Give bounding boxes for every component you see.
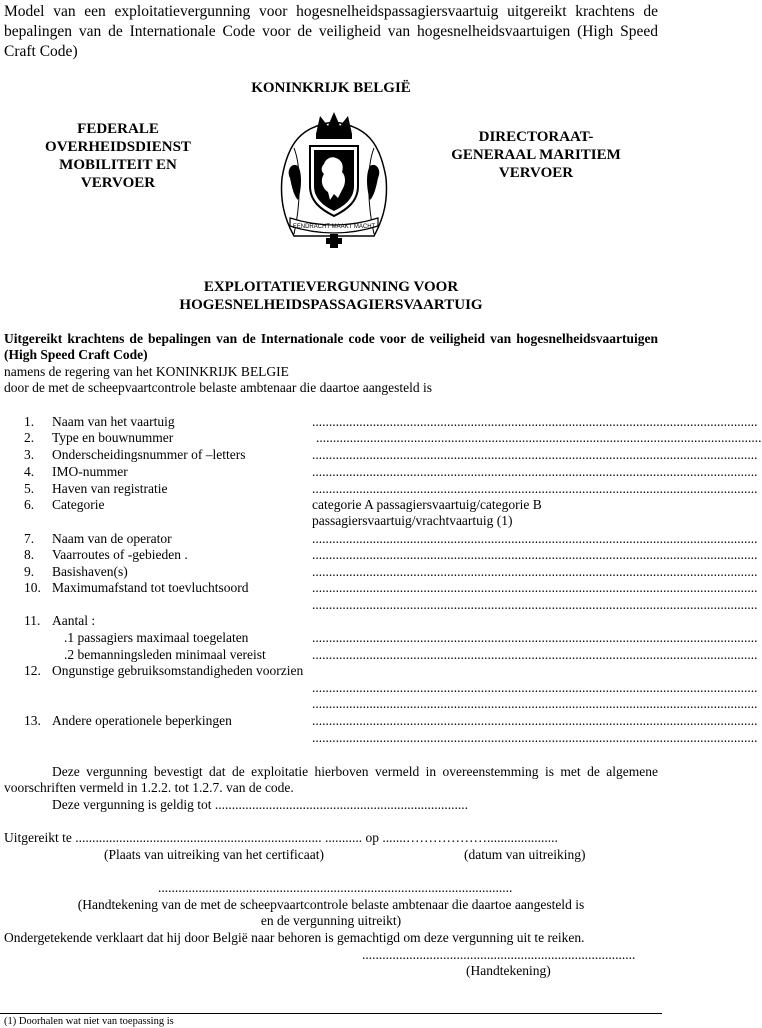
fill-line[interactable]: ....................................................................................................................................	[312, 630, 758, 645]
official-signature-line[interactable]: .........................................................................................................	[158, 880, 513, 895]
form-item: 6. Categorie categorie A passagiersvaartuig/categorie B passagiersvaartuig/vrachtvaartuig (1)	[24, 497, 542, 528]
form-item: 13. Andere operationele beperkingen ....................................................................................................................................	[24, 713, 758, 728]
by-official-text: door de met de scheepvaartcontrole belaste ambtenaar die daartoe aangesteld is	[4, 380, 433, 395]
fill-line[interactable]: ....................................................................................................................................	[312, 481, 758, 496]
form-item	[0, 680, 758, 696]
official-caption-1: (Handtekening van de met de scheepvaartcontrole belaste ambtenaar die daartoe aangesteld is	[77, 897, 585, 912]
form-item: 10. Maximumafstand tot toevluchtsoord ....................................................................................................................................	[24, 580, 758, 595]
form-item: 5. Haven van registratie ....................................................................................................................................	[24, 481, 758, 496]
fill-line[interactable]: ....................................................................................................................................	[312, 414, 758, 429]
fill-line[interactable]: ....................................................................................................................................	[312, 597, 758, 612]
form-item: 2. Type en bouwnummer ....................................................................................................................................	[24, 430, 762, 445]
signature-caption: (Handtekening)	[466, 963, 551, 978]
official-caption-2: en de vergunning uitreikt)	[260, 913, 402, 928]
signature-line[interactable]: .................................................................................	[362, 947, 636, 962]
form-item	[0, 730, 758, 746]
fill-line[interactable]: ....................................................................................................................................	[312, 547, 758, 562]
date-caption: (datum van uitreiking)	[464, 847, 586, 862]
kingdom-heading: KONINKRIJK BELGIË	[251, 80, 411, 96]
fill-line[interactable]: ....................................................................................................................................	[312, 680, 758, 695]
form-item: 4. IMO-nummer ....................................................................................................................................	[24, 464, 758, 479]
confirm-paragraph: Deze vergunning bevestigt dat de exploitatie hierboven vermeld in overeenstemming is met de algemene voorschriften vermeld in 1.2.2. tot 1.2.7. van de code.	[4, 764, 658, 795]
valid-until-line[interactable]: Deze vergunning is geldig tot ...........................................................................	[52, 797, 468, 812]
title-line-2: HOGESNELHEIDSPASSAGIERSVAARTUIG	[179, 297, 483, 313]
fill-line[interactable]: ....................................................................................................................................	[312, 531, 758, 546]
fill-line[interactable]: ....................................................................................................................................	[316, 430, 762, 445]
fill-line[interactable]: ....................................................................................................................................	[312, 647, 758, 662]
fill-line[interactable]: ....................................................................................................................................	[312, 713, 758, 728]
fill-line[interactable]: ....................................................................................................................................	[312, 464, 758, 479]
form-item: 7. Naam van de operator ....................................................................................................................................	[24, 531, 758, 546]
fill-line[interactable]: ....................................................................................................................................	[312, 580, 758, 595]
undersigned-statement: Ondergetekende verklaart dat hij door België naar behoren is gemachtigd om deze vergunning uit te reiken.	[4, 930, 585, 945]
footnote: (1) Doorhalen wat niet van toepassing is	[4, 1016, 174, 1027]
category-options[interactable]: categorie A passagiersvaartuig/categorie B passagiersvaartuig/vrachtvaartuig (1)	[312, 497, 542, 528]
form-item: 8. Vaarroutes of -gebieden . ....................................................................................................................................	[24, 547, 758, 562]
issued-under-text: Uitgereikt krachtens de bepalingen van de Internationale code voor de veiligheid van hogesnelheidsvaartuigen (High Speed Craft Code)	[4, 331, 658, 362]
form-item: 11. Aantal :	[24, 613, 96, 628]
form-item: 3. Onderscheidingsnummer of –letters ....................................................................................................................................	[24, 447, 758, 462]
form-item	[0, 696, 758, 712]
federal-service-heading: FEDERALE OVERHEIDSDIENST MOBILITEIT EN VERVOER	[45, 121, 191, 191]
form-item	[0, 597, 758, 613]
issued-at-line[interactable]: Uitgereikt te ......................................................................... ........... op .......……………….....................	[4, 830, 558, 845]
form-item: 9. Basishaven(s) ....................................................................................................................................	[24, 564, 758, 579]
fill-line[interactable]: ....................................................................................................................................	[312, 447, 758, 462]
directorate-heading: DIRECTORAAT-GENERAAL MARITIEM VERVOER	[451, 129, 621, 181]
form-item: 1. Naam van het vaartuig ....................................................................................................................................	[24, 414, 758, 429]
footnote-divider	[0, 1013, 662, 1014]
form-item: 12. Ongunstige gebruiksomstandigheden voorzien	[24, 663, 304, 678]
fill-line[interactable]: ....................................................................................................................................	[312, 564, 758, 579]
form-item: .2 bemanningsleden minimaal vereist ....................................................................................................................................	[64, 647, 758, 662]
title-line-1: EXPLOITATIEVERGUNNING VOOR	[203, 279, 459, 295]
on-behalf-text: namens de regering van het KONINKRIJK BELGIE	[4, 364, 289, 379]
intro-paragraph: Model van een exploitatievergunning voor hogesnelheidspassagiersvaartuig uitgereikt krachtens de bepalingen van de Internationale Code voor de veiligheid van hogesnelheidsvaartuigen (High Speed Craft Code)	[4, 3, 658, 60]
place-caption: (Plaats van uitreiking van het certificaat)	[104, 847, 325, 862]
fill-line[interactable]: ....................................................................................................................................	[312, 696, 758, 711]
form-item: .1 passagiers maximaal toegelaten ....................................................................................................................................	[64, 630, 758, 645]
svg-text:EENDRACHT MAAKT MACHT: EENDRACHT MAAKT MACHT	[292, 224, 376, 230]
fill-line[interactable]: ....................................................................................................................................	[312, 730, 758, 745]
